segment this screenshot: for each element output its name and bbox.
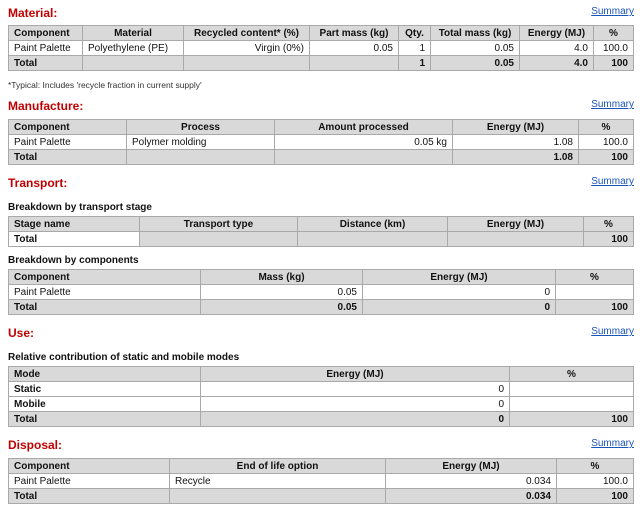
- col-header: Energy (MJ): [386, 459, 557, 474]
- disposal-summary-link[interactable]: Summary: [591, 438, 634, 449]
- col-header: %: [510, 367, 634, 382]
- total-pct: 100: [557, 489, 634, 504]
- cell-process: Polymer molding: [127, 135, 275, 150]
- cell-pct: 100.0: [579, 135, 634, 150]
- table-header-row: [9, 270, 634, 285]
- table-row: [9, 285, 634, 300]
- col-header: Component: [9, 459, 170, 474]
- col-header: Material: [83, 26, 184, 41]
- manufacture-table: [8, 119, 634, 165]
- use-title: Use:: [8, 326, 35, 340]
- cell-qty: 1: [399, 41, 431, 56]
- cell-component: Paint Palette: [9, 285, 201, 300]
- table-header-row: [9, 26, 634, 41]
- cell-mass: 0.05: [201, 285, 363, 300]
- col-header: %: [556, 270, 634, 285]
- table-total-row: [9, 150, 634, 165]
- cell-energy: 0: [201, 382, 510, 397]
- cell-energy: 0: [363, 285, 556, 300]
- total-pct: 100: [579, 150, 634, 165]
- table-row: [9, 41, 634, 56]
- total-pct: 100: [584, 232, 634, 247]
- cell-pct: [510, 382, 634, 397]
- col-header: Mass (kg): [201, 270, 363, 285]
- col-header: %: [579, 120, 634, 135]
- material-summary-link[interactable]: Summary: [591, 6, 634, 17]
- total-energy: 0.034: [386, 489, 557, 504]
- cell-component: Paint Palette: [9, 41, 83, 56]
- table-total-row: [9, 56, 634, 71]
- col-header: Energy (MJ): [520, 26, 594, 41]
- table-total-row: [9, 489, 634, 504]
- col-header: Mode: [9, 367, 201, 382]
- col-header: Component: [9, 270, 201, 285]
- use-summary-link[interactable]: Summary: [591, 326, 634, 337]
- table-header-row: [9, 217, 634, 232]
- cell-mode: Mobile: [9, 397, 201, 412]
- transport-stage-subtitle: Breakdown by transport stage: [8, 202, 152, 213]
- col-header: Energy (MJ): [453, 120, 579, 135]
- total-label: Total: [9, 56, 83, 71]
- col-header: Qty.: [399, 26, 431, 41]
- table-header-row: [9, 367, 634, 382]
- total-pct: 100: [510, 412, 634, 427]
- total-pct: 100: [556, 300, 634, 315]
- cell-pct: [510, 397, 634, 412]
- table-total-row: [9, 300, 634, 315]
- total-label: Total: [9, 300, 201, 315]
- table-header-row: [9, 459, 634, 474]
- col-header: Process: [127, 120, 275, 135]
- total-label: Total: [9, 150, 127, 165]
- table-header-row: [9, 120, 634, 135]
- cell-energy: 0.034: [386, 474, 557, 489]
- disposal-title: Disposal:: [8, 438, 63, 452]
- transport-components-table: [8, 269, 634, 315]
- cell-energy: 1.08: [453, 135, 579, 150]
- total-mass: 0.05: [201, 300, 363, 315]
- cell-component: Paint Palette: [9, 474, 170, 489]
- material-table: [8, 25, 634, 71]
- total-qty: 1: [399, 56, 431, 71]
- total-pct: 100: [594, 56, 634, 71]
- col-header: Component: [9, 26, 83, 41]
- col-header: Total mass (kg): [431, 26, 520, 41]
- transport-stage-table: [8, 216, 634, 247]
- col-header: Recycled content* (%): [184, 26, 310, 41]
- table-row: [9, 382, 634, 397]
- table-row: [9, 135, 634, 150]
- total-mass: 0.05: [431, 56, 520, 71]
- cell-recycled: Virgin (0%): [184, 41, 310, 56]
- transport-components-subtitle: Breakdown by components: [8, 255, 139, 266]
- cell-total-mass: 0.05: [431, 41, 520, 56]
- col-header: Distance (km): [298, 217, 448, 232]
- total-label: Total: [9, 232, 140, 247]
- total-label: Total: [9, 489, 170, 504]
- material-footnote: *Typical: Includes 'recycle fraction in current supply': [8, 80, 202, 90]
- col-header: Energy (MJ): [363, 270, 556, 285]
- table-total-row: [9, 412, 634, 427]
- cell-pct: 100.0: [557, 474, 634, 489]
- col-header: End of life option: [170, 459, 386, 474]
- disposal-table: [8, 458, 634, 504]
- cell-mode: Static: [9, 382, 201, 397]
- col-header: Component: [9, 120, 127, 135]
- transport-title: Transport:: [8, 176, 68, 190]
- use-table: [8, 366, 634, 427]
- col-header: Stage name: [9, 217, 140, 232]
- total-energy: 0: [201, 412, 510, 427]
- col-header: %: [594, 26, 634, 41]
- cell-amount: 0.05 kg: [275, 135, 453, 150]
- col-header: Part mass (kg): [310, 26, 399, 41]
- col-header: Amount processed: [275, 120, 453, 135]
- table-row: [9, 474, 634, 489]
- cell-pct: [556, 285, 634, 300]
- material-title: Material:: [8, 6, 58, 20]
- total-energy: 4.0: [520, 56, 594, 71]
- cell-material: Polyethylene (PE): [83, 41, 184, 56]
- total-energy: 0: [363, 300, 556, 315]
- manufacture-summary-link[interactable]: Summary: [591, 99, 634, 110]
- cell-eol-option: Recycle: [170, 474, 386, 489]
- table-row: [9, 397, 634, 412]
- use-subtitle: Relative contribution of static and mobile modes: [8, 352, 240, 363]
- table-total-row: [9, 232, 634, 247]
- col-header: %: [557, 459, 634, 474]
- manufacture-title: Manufacture:: [8, 99, 84, 113]
- cell-part-mass: 0.05: [310, 41, 399, 56]
- cell-component: Paint Palette: [9, 135, 127, 150]
- cell-pct: 100.0: [594, 41, 634, 56]
- col-header: Transport type: [140, 217, 298, 232]
- cell-energy: 0: [201, 397, 510, 412]
- total-energy: 1.08: [453, 150, 579, 165]
- total-label: Total: [9, 412, 201, 427]
- col-header: Energy (MJ): [448, 217, 584, 232]
- col-header: Energy (MJ): [201, 367, 510, 382]
- transport-summary-link[interactable]: Summary: [591, 176, 634, 187]
- col-header: %: [584, 217, 634, 232]
- cell-energy: 4.0: [520, 41, 594, 56]
